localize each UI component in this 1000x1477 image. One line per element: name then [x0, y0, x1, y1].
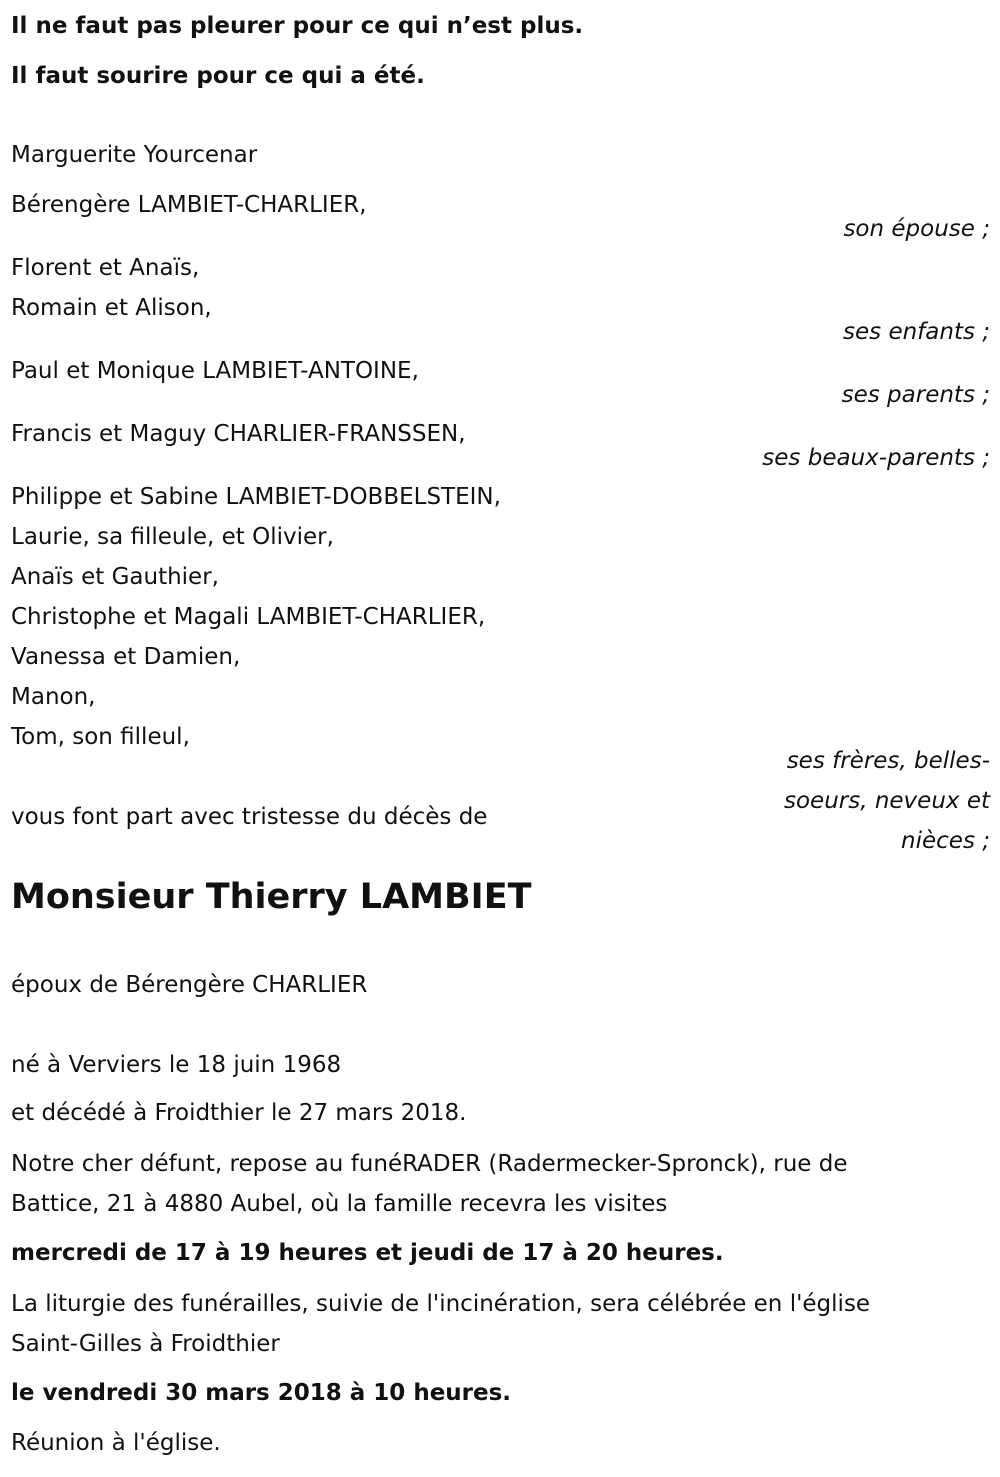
child: Florent et Anaïs,: [11, 255, 200, 281]
sibling: Philippe et Sabine LAMBIET-DOBBELSTEIN,: [11, 484, 501, 510]
deceased-name: Monsieur Thierry LAMBIET: [11, 877, 532, 917]
in-laws-role: ses beaux-parents ;: [762, 445, 990, 471]
death: et décédé à Froidthier le 27 mars 2018.: [11, 1100, 467, 1126]
siblings-role: soeurs, neveux et: [783, 788, 990, 814]
spouse-of: époux de Bérengère CHARLIER: [11, 972, 368, 998]
sibling: Laurie, sa filleule, et Olivier,: [11, 524, 334, 550]
sibling: Christophe et Magali LAMBIET-CHARLIER,: [11, 604, 486, 630]
sibling: Manon,: [11, 684, 96, 710]
repose-text: Notre cher défunt, repose au funéRADER (Radermecker-Spronck), rue de: [11, 1151, 848, 1177]
liturgy-text: La liturgie des funérailles, suivie de l'incinération, sera célébrée en l'église: [11, 1291, 871, 1317]
siblings-role: nièces ;: [901, 828, 990, 854]
meeting-note: Réunion à l'église.: [11, 1430, 221, 1456]
quote-author: Marguerite Yourcenar: [11, 142, 258, 168]
sibling: Tom, son filleul,: [11, 724, 190, 750]
announcement: vous font part avec tristesse du décès de: [11, 804, 488, 830]
sibling: Anaïs et Gauthier,: [11, 564, 219, 590]
sibling: Vanessa et Damien,: [11, 644, 241, 670]
parents: Paul et Monique LAMBIET-ANTOINE,: [11, 358, 419, 384]
children-role: ses enfants ;: [843, 319, 990, 345]
in-laws: Francis et Maguy CHARLIER-FRANSSEN,: [11, 421, 466, 447]
spouse-role: son épouse ;: [843, 216, 990, 242]
quote-line-2: Il faut sourire pour ce qui a été.: [11, 63, 425, 89]
siblings-role: ses frères, belles-: [786, 748, 990, 774]
child: Romain et Alison,: [11, 295, 212, 321]
spouse: Bérengère LAMBIET-CHARLIER,: [11, 192, 367, 218]
parents-role: ses parents ;: [841, 382, 990, 408]
repose-text: Battice, 21 à 4880 Aubel, où la famille recevra les visites: [11, 1191, 668, 1217]
birth: né à Verviers le 18 juin 1968: [11, 1052, 342, 1078]
visiting-hours: mercredi de 17 à 19 heures et jeudi de 17 à 20 heures.: [11, 1240, 724, 1266]
quote-line-1: Il ne faut pas pleurer pour ce qui n’est plus.: [11, 13, 584, 39]
liturgy-text: Saint-Gilles à Froidthier: [11, 1331, 280, 1357]
ceremony-date: le vendredi 30 mars 2018 à 10 heures.: [11, 1380, 512, 1406]
